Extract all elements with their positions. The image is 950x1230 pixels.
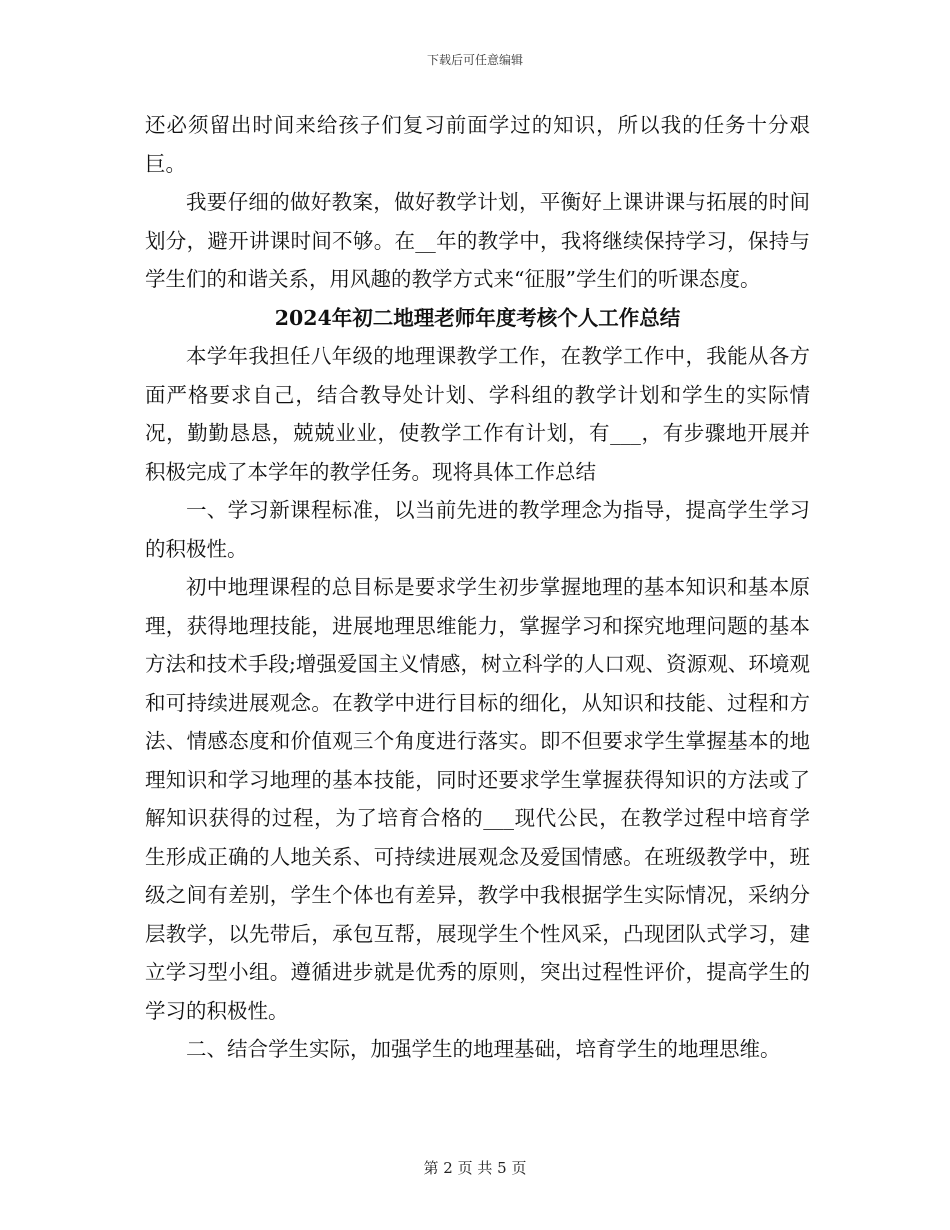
paragraph-section-1: 初中地理课程的总目标是要求学生初步掌握地理的基本知识和基本原理，获得地理技能，进展地理思维能力，掌握学习和探究地理问题的基本方法和技术手段;增强爱国主义情感，树立科学的人口观、资源观、环境观和可持续进展观念。在教学中进行目标的细化，从知识和技能、过程和方法、情感态度和价值观三个角度进行落实。即不但要求学生掌握基本的地理知识和学习地理的基本技能，同时还要求学生掌握获得知识的方法或了解知识获得的过程，为了培育合格的___现代公民，在教学过程中培育学生形成正确的人地关系、可持续进展观念及爱国情感。在班级教学中，班级之间有差别，学生个体也有差异，教学中我根据学生实际情况，采纳分层教学，以先带后，承包互帮，展现学生个性风采，凸现团队式学习，建立学习型小组。遵循进步就是优秀的原则，突出过程性评价，提高学生的学习的积极性。 <box>145 575 810 1023</box>
section-heading-1: 一、学习新课程标准，以当前先进的教学理念为指导，提高学生学习的积极性。 <box>145 498 810 561</box>
paragraph-intro: 本学年我担任八年级的地理课教学工作，在教学工作中，我能从各方面严格要求自己，结合教导处计划、学科组的教学计划和学生的实际情况，勤勤恳恳，兢兢业业，使教学工作有计划，有___，有步骤地开展并积极完成了本学年的教学任务。现将具体工作总结 <box>145 344 810 484</box>
page-footer: 第 2 页 共 5 页 <box>423 1159 527 1177</box>
paragraph-before-1: 还必须留出时间来给孩子们复习前面学过的知识，所以我的任务十分艰巨。 <box>145 113 810 176</box>
document-body <box>145 106 810 1069</box>
document-title: 2024年初二地理老师年度考核个人工作总结 <box>274 305 681 330</box>
section-heading-2: 二、结合学生实际，加强学生的地理基础，培育学生的地理思维。 <box>186 1037 781 1061</box>
paragraph-before-2: 我要仔细的做好教案，做好教学计划，平衡好上课讲课与拓展的时间划分，避开讲课时间不够。在__年的教学中，我将继续保持学习，保持与学生们的和谐关系，用风趣的教学方式来“征服”学生们的听课态度。 <box>145 190 810 291</box>
page-header: 下载后可任意编辑 <box>426 53 523 67</box>
